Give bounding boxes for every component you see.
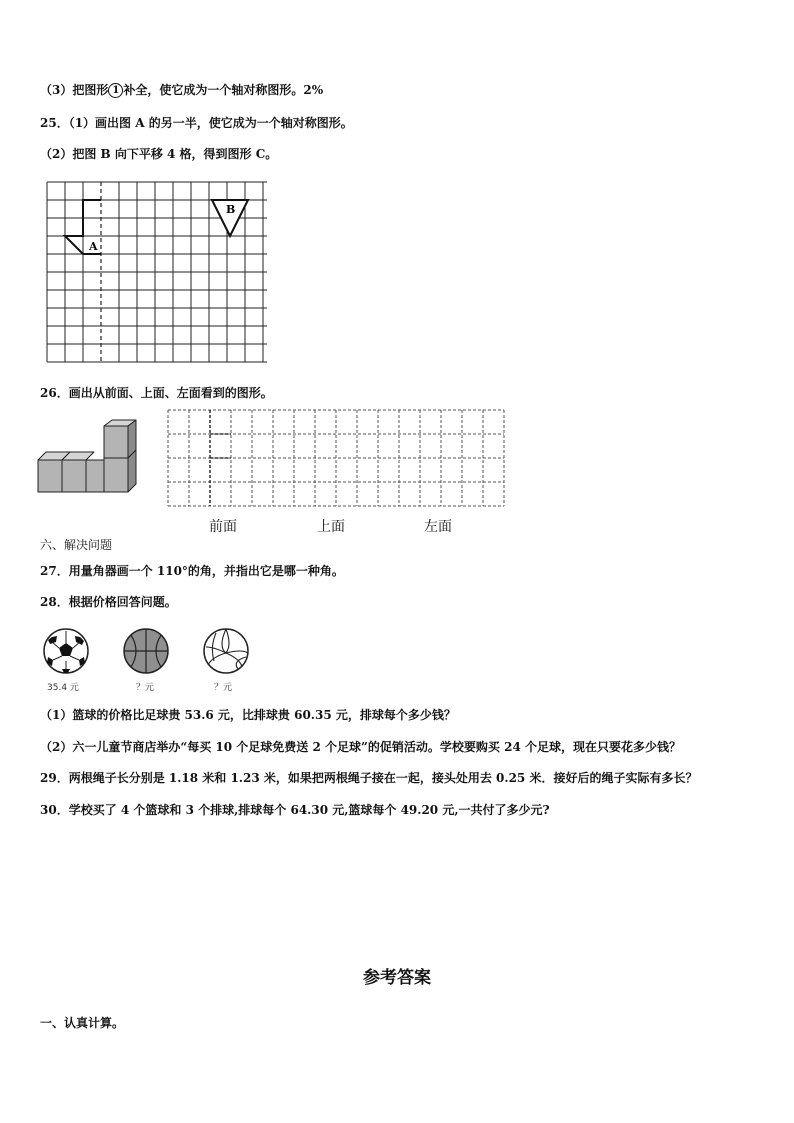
q28-text: 28．根据价格回答问题。: [40, 595, 177, 609]
q24-part3-prefix: （3）把图形: [40, 83, 109, 97]
view-label-left: 左面: [424, 519, 452, 535]
shape-b-label: B: [226, 203, 236, 216]
q30-text: 30．学校买了 4 个篮球和 3 个排球,排球每个 64.30 元,篮球每个 49.20 元,一共付了多少元?: [40, 803, 550, 817]
q25-part1: 25．（1）画出图 A 的另一半，使它成为一个轴对称图形。: [40, 116, 353, 130]
view-label-front: 前面: [209, 519, 237, 535]
answer-heading: 参考答案: [363, 968, 431, 988]
basketball-icon: [122, 627, 170, 675]
view-label-top: 上面: [317, 519, 345, 535]
q25-grid-figure: [45, 180, 270, 365]
shape-a-label: A: [89, 240, 98, 253]
q27-text: 27．用量角器画一个 110°的角，并指出它是哪一种角。: [40, 564, 344, 578]
soccer-price: 35.4 元: [47, 683, 79, 693]
basketball-price: ？元: [136, 683, 155, 693]
section-6-title: 六、解决问题: [40, 538, 113, 552]
q24-part3-suffix: 补全，使它成为一个轴对称图形。2%: [123, 83, 324, 97]
circled-number: 1: [108, 83, 123, 98]
views-grid: [166, 408, 508, 510]
cube-stack-figure: [36, 418, 141, 498]
soccer-ball-icon: [42, 627, 90, 675]
answer-section-1: 一、认真计算。: [40, 1016, 125, 1030]
q24-part3: [40, 82, 323, 98]
q26-text: 26．画出从前面、上面、左面看到的图形。: [40, 386, 273, 400]
volleyball-icon: [202, 627, 250, 675]
volleyball-price: ？元: [214, 683, 233, 693]
q28-part1: （1）篮球的价格比足球贵 53.6 元，比排球贵 60.35 元，排球每个多少钱？: [40, 708, 456, 722]
q28-part2: （2）六一儿童节商店举办“每买 10 个足球免费送 2 个足球”的促销活动。学校要购买 24 个足球，现在只要花多少钱？: [40, 740, 681, 754]
q25-part2: （2）把图 B 向下平移 4 格，得到图形 C。: [40, 147, 278, 161]
q29-text: 29．两根绳子长分别是 1.18 米和 1.23 米，如果把两根绳子接在一起，接头处用去 0.25 米．接好后的绳子实际有多长？: [40, 771, 698, 785]
